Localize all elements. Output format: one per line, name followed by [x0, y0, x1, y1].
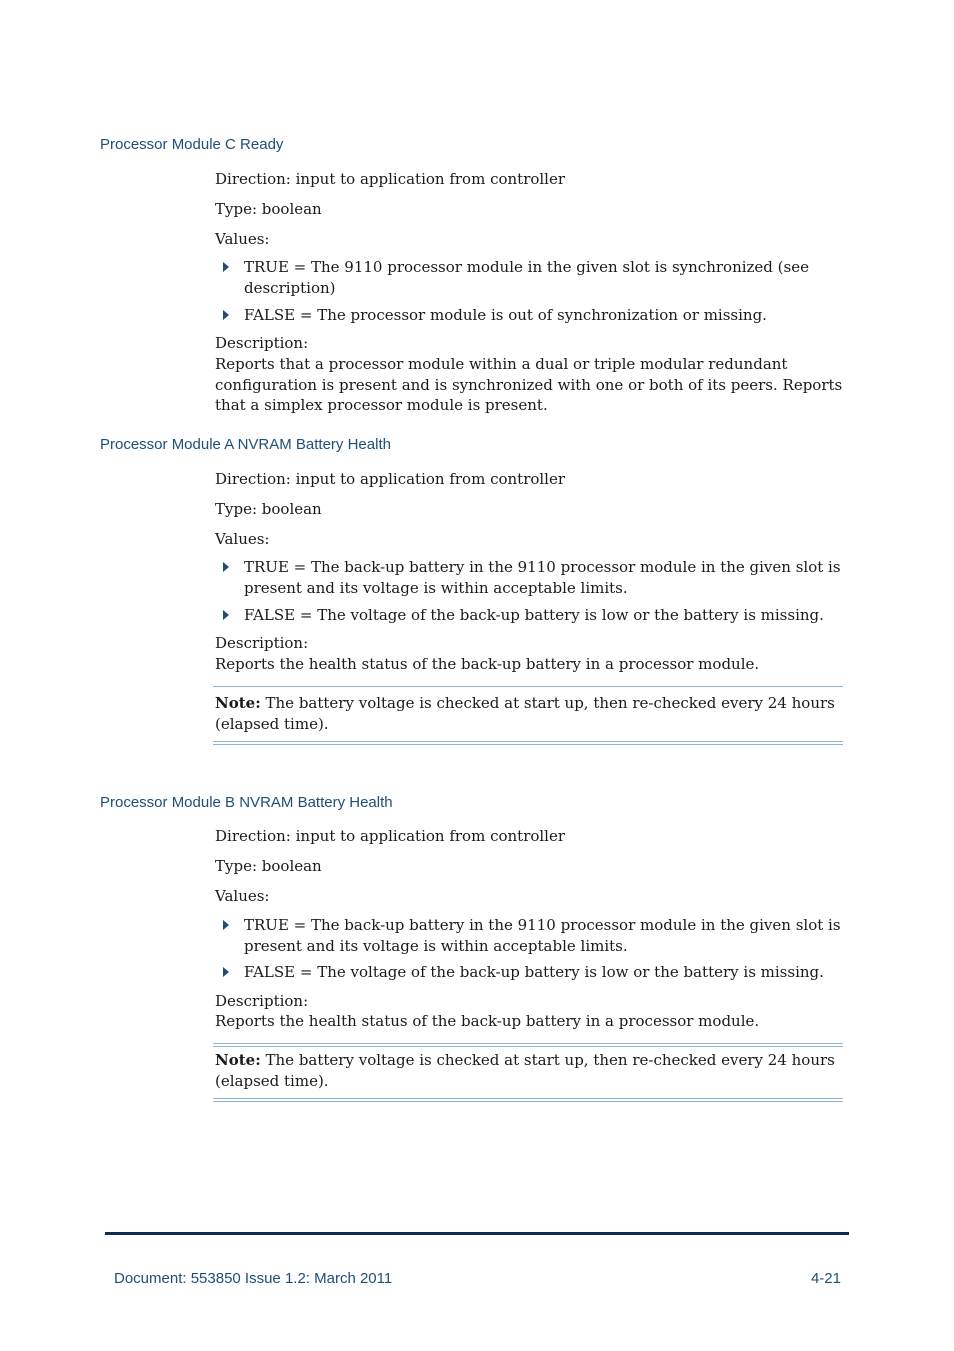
- list-item-text: FALSE = The processor module is out of synchronization or missing.: [244, 306, 767, 324]
- type-text: Type: boolean: [215, 857, 322, 875]
- note-label: Note:: [215, 1051, 261, 1069]
- note-label: Note:: [215, 694, 261, 712]
- note: [215, 693, 845, 734]
- list-item: [215, 962, 845, 983]
- list-item-text: TRUE = The back-up battery in the 9110 processor module in the given slot is present and its voltage is within acceptable limits.: [244, 916, 841, 955]
- note-bottom-rule: [213, 1098, 843, 1102]
- bullet-arrow-icon: [223, 562, 229, 572]
- list-item-text: TRUE = The 9110 processor module in the given slot is synchronized (see description): [244, 258, 809, 297]
- footer-rule: [105, 1232, 849, 1235]
- values-label: Values:: [215, 530, 270, 548]
- description-text: Reports that a processor module within a dual or triple modular redundant configuration is present and is synchronized with one or both of its peers. Reports that a simplex processor module is present.: [215, 355, 843, 414]
- values-label: Values:: [215, 887, 270, 905]
- description-label: Description:: [215, 992, 309, 1010]
- note-bottom-rule: [213, 741, 843, 745]
- note-text: The battery voltage is checked at start up, then re-checked every 24 hours (elapsed time).: [215, 694, 835, 733]
- page-number: 4-21: [810, 1270, 841, 1287]
- bullet-arrow-icon: [223, 262, 229, 272]
- note-top-rule: [213, 1043, 843, 1047]
- list-item-text: FALSE = The voltage of the back-up battery is low or the battery is missing.: [244, 606, 824, 624]
- note: [215, 1050, 845, 1091]
- bullet-arrow-icon: [223, 967, 229, 977]
- list-item-text: TRUE = The back-up battery in the 9110 processor module in the given slot is present and its voltage is within acceptable limits.: [244, 558, 841, 597]
- list-item: [215, 257, 845, 298]
- section-heading-pm-a-battery: Processor Module A NVRAM Battery Health: [100, 436, 391, 453]
- list-item: [215, 557, 845, 598]
- note-text: The battery voltage is checked at start up, then re-checked every 24 hours (elapsed time).: [215, 1051, 835, 1090]
- description-text: Reports the health status of the back-up battery in a processor module.: [215, 655, 760, 673]
- values-label: Values:: [215, 230, 270, 248]
- list-item: [215, 605, 845, 626]
- bullet-arrow-icon: [223, 920, 229, 930]
- description-label: Description:: [215, 634, 309, 652]
- direction-text: Direction: input to application from controller: [215, 170, 566, 188]
- footer-document-id: Document: 553850 Issue 1.2: March 2011: [114, 1270, 393, 1287]
- bullet-arrow-icon: [223, 310, 229, 320]
- section-heading-pm-c-ready: Processor Module C Ready: [100, 136, 284, 153]
- list-item: [215, 915, 845, 956]
- section-heading-pm-b-battery: Processor Module B NVRAM Battery Health: [100, 794, 393, 811]
- note-top-rule: [213, 686, 843, 687]
- description-text: Reports the health status of the back-up battery in a processor module.: [215, 1012, 760, 1030]
- type-text: Type: boolean: [215, 200, 322, 218]
- direction-text: Direction: input to application from controller: [215, 827, 566, 845]
- type-text: Type: boolean: [215, 500, 322, 518]
- list-item: [215, 305, 845, 326]
- list-item-text: FALSE = The voltage of the back-up battery is low or the battery is missing.: [244, 963, 824, 981]
- bullet-arrow-icon: [223, 610, 229, 620]
- direction-text: Direction: input to application from controller: [215, 470, 566, 488]
- description-label: Description:: [215, 334, 309, 352]
